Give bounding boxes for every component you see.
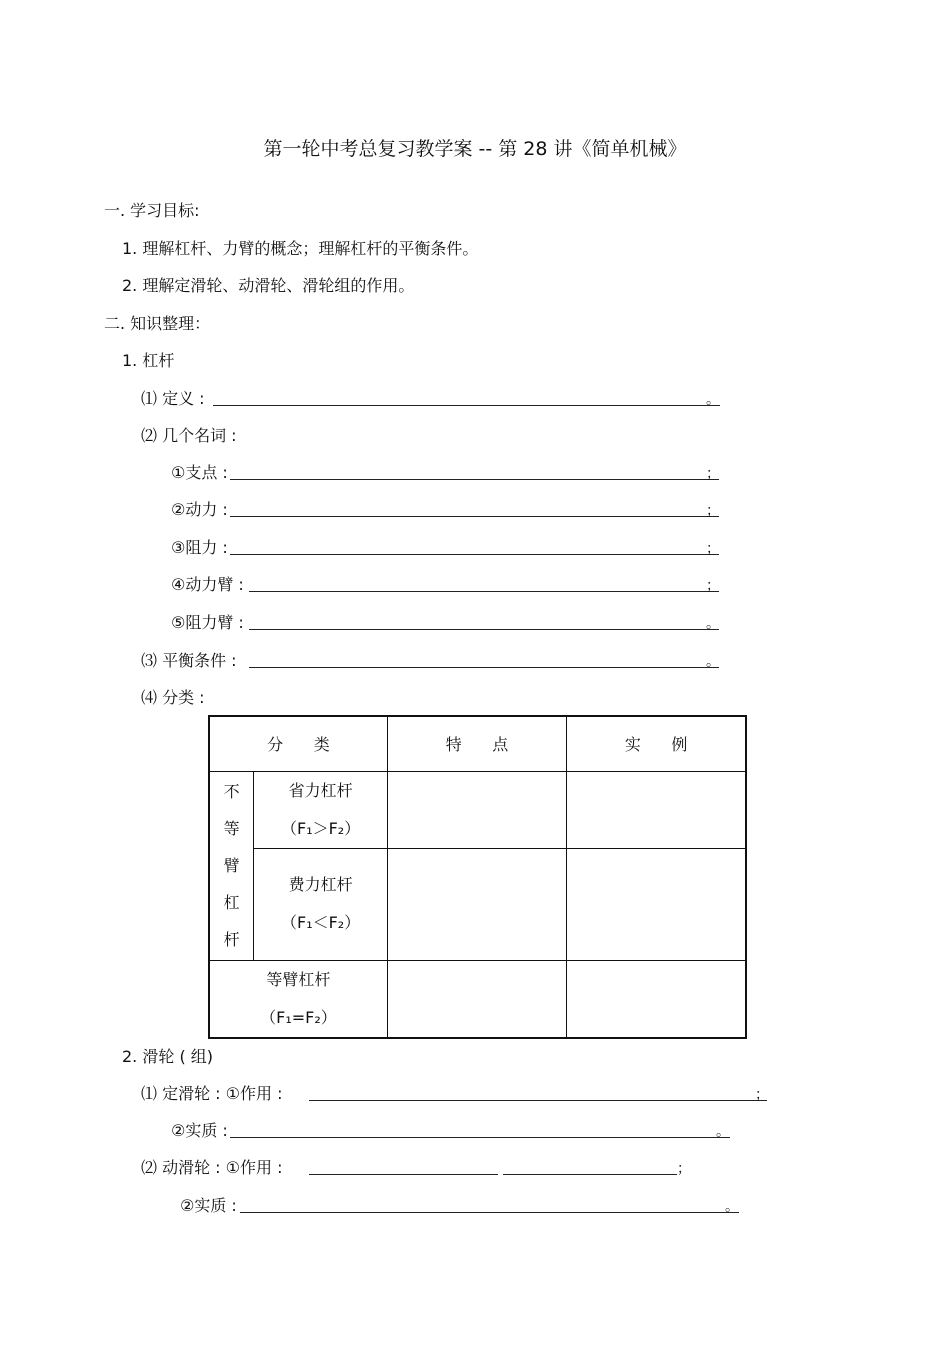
force-saving-lever-cell — [254, 771, 388, 848]
force-saving-example-cell[interactable] — [567, 771, 746, 848]
group-char: 杆 — [223, 930, 240, 949]
term-fulcrum-end: ； — [706, 466, 720, 482]
group-char: 杠 — [223, 893, 240, 912]
term-effort-arm-end: ； — [706, 578, 720, 594]
term-resistance-arm-label: ⑤阻力臂 : — [171, 613, 244, 632]
definition-blank[interactable] — [213, 405, 720, 406]
force-saving-feature-cell[interactable] — [387, 771, 566, 848]
equal-arm-lever-condition: （F₁=F₂） — [260, 1007, 337, 1027]
section-heading-goals: 一. 学习目标: — [104, 201, 200, 220]
fixed-pulley-use-end: ； — [755, 1087, 769, 1103]
fixed-pulley-nature-end: 。 — [716, 1124, 730, 1140]
group-char: 等 — [223, 819, 240, 838]
force-consuming-feature-cell[interactable] — [387, 848, 566, 960]
movable-pulley-use-blank-2[interactable] — [503, 1174, 677, 1175]
balance-label: ⑶ 平衡条件 : — [141, 651, 237, 670]
lever-heading: 1. 杠杆 — [122, 351, 175, 370]
force-saving-lever-name: 省力杠杆 — [288, 780, 353, 800]
fixed-pulley-nature-blank[interactable] — [230, 1137, 730, 1138]
unequal-arm-group-label — [209, 771, 254, 960]
term-effort-arm-label: ④动力臂 : — [171, 575, 244, 594]
force-consuming-lever-name: 费力杠杆 — [288, 875, 353, 894]
term-resistance-end: ； — [706, 541, 720, 557]
force-consuming-lever-cell — [254, 848, 388, 960]
equal-arm-feature-cell[interactable] — [387, 960, 566, 1038]
fixed-pulley-nature-label: ②实质 : — [171, 1121, 228, 1140]
lever-classification-table — [208, 715, 747, 1039]
force-consuming-example-cell[interactable] — [567, 848, 746, 960]
balance-blank[interactable] — [249, 667, 719, 668]
equal-arm-lever-cell — [209, 960, 387, 1038]
movable-pulley-nature-label: ②实质 : — [180, 1196, 237, 1215]
equal-arm-example-cell[interactable] — [567, 960, 746, 1038]
force-consuming-lever-condition: （F₁＜F₂） — [280, 913, 361, 932]
movable-pulley-use-end: ； — [677, 1161, 691, 1177]
term-effort-arm-blank[interactable] — [249, 591, 719, 592]
balance-end: 。 — [706, 654, 720, 670]
terms-label: ⑵ 几个名词 : — [141, 426, 237, 445]
term-fulcrum-label: ①支点 : — [171, 463, 228, 482]
movable-pulley-use-blank-1[interactable] — [309, 1174, 498, 1175]
fixed-pulley-label: ⑴ 定滑轮 : ①作用 : — [141, 1084, 283, 1103]
term-effort-blank[interactable] — [230, 516, 719, 517]
definition-label: ⑴ 定义 : — [141, 389, 205, 408]
movable-pulley-nature-blank[interactable] — [240, 1212, 739, 1213]
table-header-feature: 特 点 — [387, 716, 566, 771]
group-char: 臂 — [223, 856, 240, 875]
term-fulcrum-blank[interactable] — [230, 479, 719, 480]
term-resistance-blank[interactable] — [230, 554, 719, 555]
term-effort-label: ②动力 : — [171, 500, 228, 519]
term-resistance-arm-blank[interactable] — [249, 629, 719, 630]
fixed-pulley-use-blank[interactable] — [309, 1100, 767, 1101]
pulley-heading: 2. 滑轮 ( 组) — [122, 1047, 214, 1066]
movable-pulley-nature-end: 。 — [725, 1199, 739, 1215]
term-effort-end: ； — [706, 503, 720, 519]
equal-arm-lever-name: 等臂杠杆 — [266, 969, 331, 989]
page-title: 第一轮中考总复习教学案 -- 第 28 讲《简单机械》 — [263, 138, 687, 160]
table-header-example: 实 例 — [567, 716, 746, 771]
force-saving-lever-condition: （F₁＞F₂） — [280, 818, 361, 838]
term-resistance-label: ③阻力 : — [171, 538, 228, 557]
table-header-category: 分 类 — [209, 716, 387, 771]
section-heading-knowledge: 二. 知识整理： — [104, 314, 211, 333]
group-char: 不 — [223, 782, 240, 801]
classification-label: ⑷ 分类 : — [141, 688, 205, 707]
goal-item-2: 2. 理解定滑轮、动滑轮、滑轮组的作用。 — [122, 276, 415, 295]
movable-pulley-label: ⑵ 动滑轮 : ①作用 : — [141, 1158, 283, 1177]
definition-end: 。 — [706, 392, 720, 408]
goal-item-1: 1. 理解杠杆、力臂的概念；理解杠杆的平衡条件。 — [122, 239, 479, 258]
term-resistance-arm-end: 。 — [706, 616, 720, 632]
